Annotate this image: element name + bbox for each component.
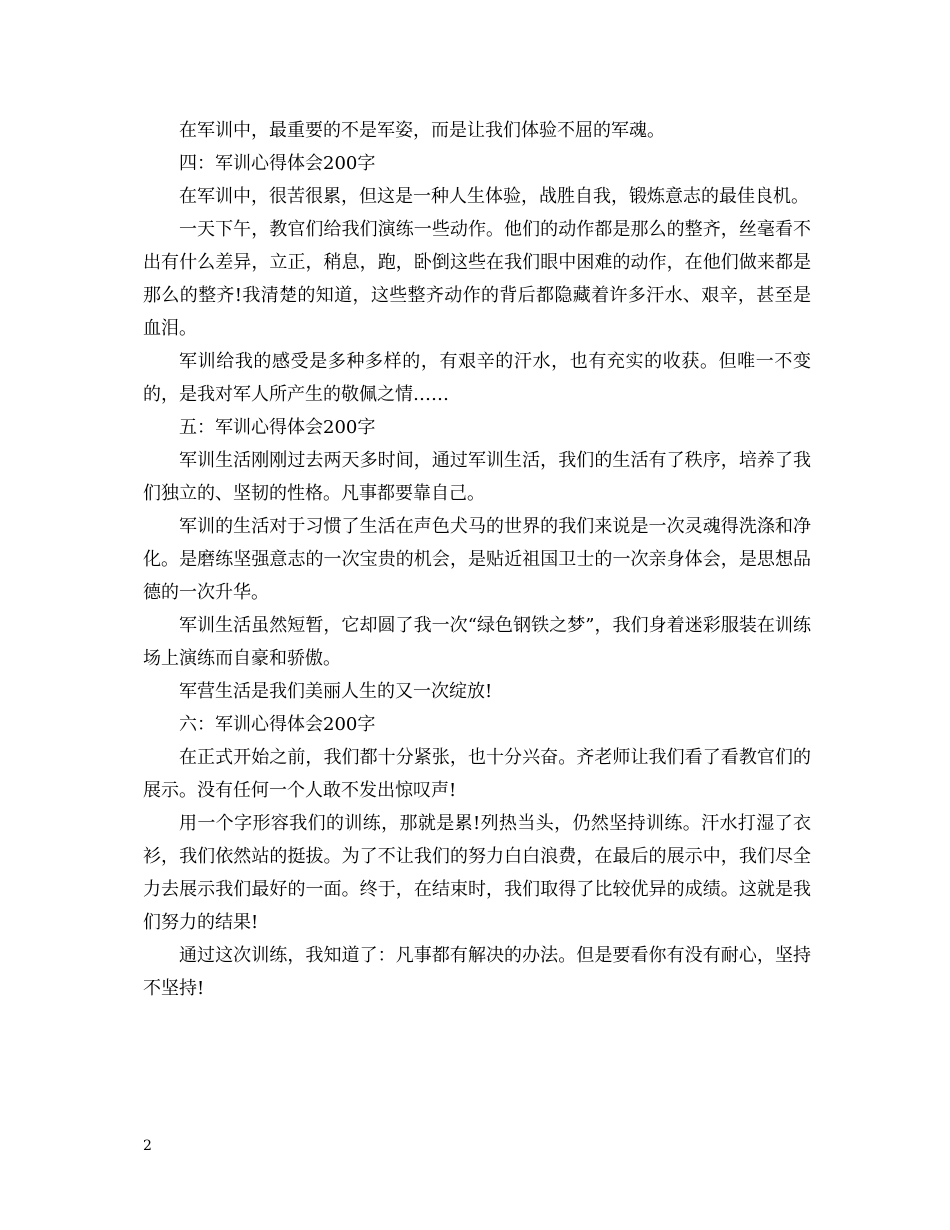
page-number: 2 — [143, 1138, 152, 1154]
paragraph: 一天下午，教官们给我们演练一些动作。他们的动作都是那么的整齐，丝毫看不出有什么差异，立正，稍息，跑，卧倒这些在我们眼中困难的动作，在他们做来都是那么的整齐!我清楚的知道，这些整齐动作的背后都隐藏着许多汗水、艰辛，甚至是血泪。 — [143, 219, 811, 339]
section-heading-6: 六：军训心得体会200字 — [179, 714, 376, 735]
paragraph: 军营生活是我们美丽人生的又一次绽放! — [179, 681, 493, 702]
paragraph: 在军训中，很苦很累，但这是一种人生体验，战胜自我，锻炼意志的最佳良机。 — [179, 186, 809, 207]
paragraph: 用一个字形容我们的训练，那就是累!列热当头，仍然坚持训练。汗水打湿了衣衫，我们依然站的挺拔。为了不让我们的努力白白浪费，在最后的展示中，我们尽全力去展示我们最好的一面。终于，在结束时，我们取得了比较优异的成绩。这就是我们努力的结果! — [143, 813, 811, 933]
section-heading-4: 四：军训心得体会200字 — [179, 153, 376, 174]
document-body — [143, 114, 811, 1005]
paragraph: 在正式开始之前，我们都十分紧张，也十分兴奋。齐老师让我们看了看教官们的展示。没有任何一个人敢不发出惊叹声! — [143, 747, 811, 801]
paragraph: 军训生活虽然短暂，它却圆了我一次“绿色钢铁之梦”，我们身着迷彩服装在训练场上演练而自豪和骄傲。 — [143, 615, 811, 669]
paragraph: 在军训中，最重要的不是军姿，而是让我们体验不屈的军魂。 — [179, 120, 665, 141]
paragraph: 军训给我的感受是多种多样的，有艰辛的汗水，也有充实的收获。但唯一不变的，是我对军人所产生的敬佩之情…… — [143, 351, 811, 405]
paragraph: 通过这次训练，我知道了：凡事都有解决的办法。但是要看你有没有耐心，坚持不坚持! — [143, 945, 811, 999]
paragraph: 军训生活刚刚过去两天多时间，通过军训生活，我们的生活有了秩序，培养了我们独立的、坚韧的性格。凡事都要靠自己。 — [143, 450, 811, 504]
paragraph: 军训的生活对于习惯了生活在声色犬马的世界的我们来说是一次灵魂得洗涤和净化。是磨练坚强意志的一次宝贵的机会，是贴近祖国卫士的一次亲身体会，是思想品德的一次升华。 — [143, 516, 811, 603]
section-heading-5: 五：军训心得体会200字 — [179, 417, 376, 438]
